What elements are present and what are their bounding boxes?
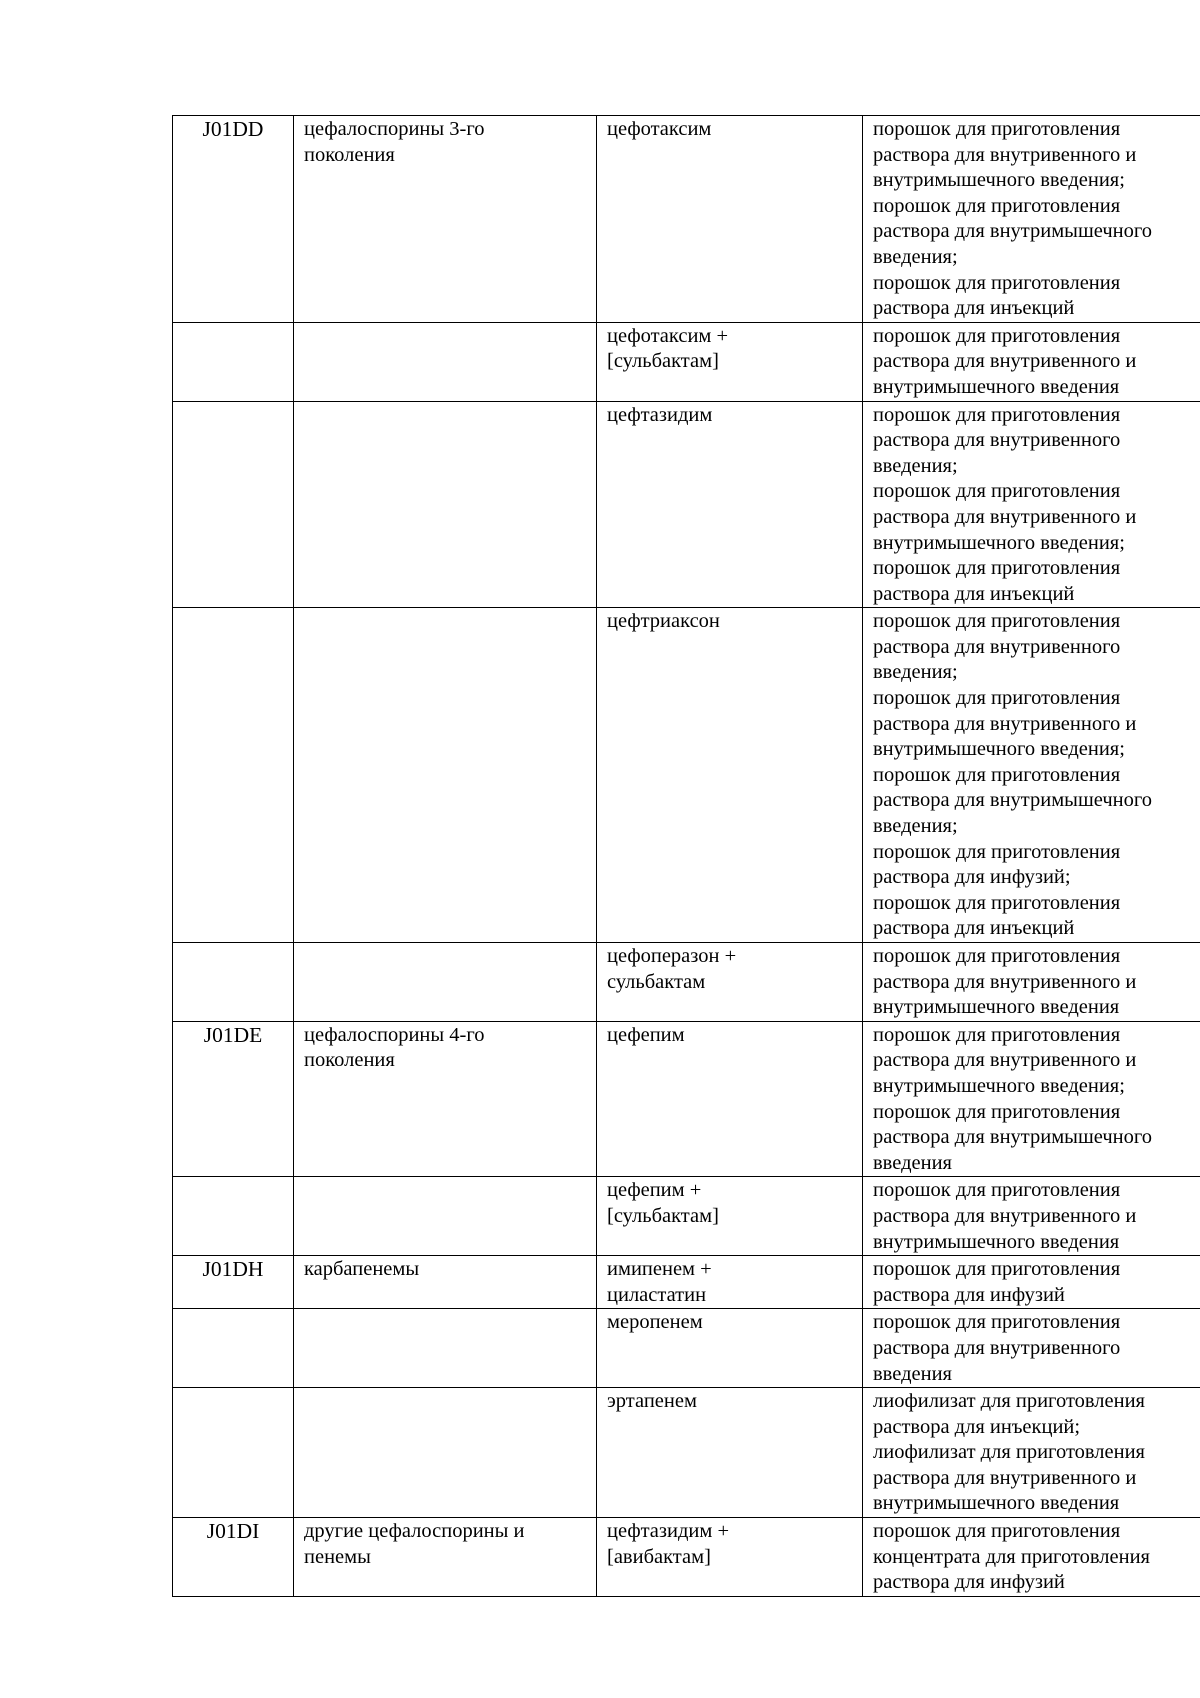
dosage-form-cell-line: раствора для внутривенного и	[873, 143, 1137, 166]
dosage-form-cell-line: раствора для инъекций;	[873, 1415, 1081, 1438]
dosage-form-cell	[863, 401, 1200, 608]
table-row	[173, 1021, 1200, 1177]
drug-name-cell-line: сульбактам	[607, 970, 706, 993]
dosage-form-cell	[863, 943, 1200, 1022]
dosage-form-cell-line: раствора для инфузий	[873, 1283, 1065, 1306]
dosage-form-cell	[863, 1388, 1200, 1518]
dosage-form-cell-line: раствора для внутримышечного	[873, 220, 1153, 243]
dosage-form-cell-line: концентрата для приготовления	[873, 1545, 1150, 1568]
drug-name-cell-line: цефтриаксон	[607, 610, 720, 633]
drug-name-cell	[597, 116, 863, 323]
table-row	[173, 401, 1200, 608]
drug-group-cell-line: пенемы	[304, 1545, 371, 1568]
drug-classification-table	[172, 115, 1200, 1597]
dosage-form-cell-line: раствора для внутривенного и	[873, 350, 1137, 373]
dosage-form-cell-line: введения	[873, 1151, 952, 1174]
drug-group-cell	[294, 1256, 597, 1309]
dosage-form-cell-line: раствора для внутримышечного	[873, 789, 1153, 812]
drug-name-cell-line: цефотаксим	[607, 118, 712, 140]
drug-name-cell-line: цефтазидим	[607, 403, 713, 426]
drug-name-cell	[597, 1388, 863, 1518]
table-body	[173, 116, 1200, 1597]
dosage-form-cell-line: внутримышечного введения;	[873, 738, 1125, 761]
drug-name-cell	[597, 608, 863, 943]
dosage-form-cell-line: раствора для внутривенного и	[873, 1204, 1137, 1227]
dosage-form-cell-line: порошок для приготовления	[873, 324, 1121, 347]
dosage-form-cell-line: порошок для приготовления	[873, 403, 1121, 426]
drug-group-cell-line: поколения	[304, 1049, 395, 1072]
dosage-form-cell-line: внутримышечного введения;	[873, 169, 1125, 192]
drug-group-cell	[294, 1177, 597, 1256]
drug-group-cell	[294, 116, 597, 323]
dosage-form-cell-line: порошок для приготовления	[873, 1520, 1121, 1543]
drug-name-cell-line: цефтазидим +	[607, 1520, 730, 1543]
dosage-form-cell-line: раствора для внутривенного	[873, 635, 1121, 658]
dosage-form-cell-line: раствора для инъекций	[873, 297, 1075, 320]
drug-group-cell	[294, 608, 597, 943]
table-row	[173, 1256, 1200, 1309]
table-row	[173, 608, 1200, 943]
drug-name-cell-line: цефотаксим +	[607, 324, 729, 347]
table-row	[173, 1518, 1200, 1597]
drug-name-cell-line: циластатин	[607, 1283, 707, 1306]
drug-name-cell-line: цефепим	[607, 1023, 685, 1046]
dosage-form-cell-line: порошок для приготовления	[873, 1100, 1121, 1123]
atc-code-cell	[173, 1177, 294, 1256]
drug-name-cell	[597, 1518, 863, 1597]
dosage-form-cell	[863, 1021, 1200, 1177]
dosage-form-cell-line: порошок для приготовления	[873, 118, 1121, 140]
atc-code-cell: J01DD	[173, 116, 294, 323]
drug-name-cell-line: имипенем +	[607, 1258, 712, 1281]
drug-name-cell	[597, 1309, 863, 1388]
dosage-form-cell-line: внутримышечного введения;	[873, 1074, 1125, 1097]
drug-name-cell-line: эртапенем	[607, 1390, 697, 1413]
table-row	[173, 116, 1200, 323]
dosage-form-cell-line: раствора для внутримышечного	[873, 1126, 1153, 1149]
drug-group-cell-line: карбапенемы	[304, 1258, 420, 1281]
drug-group-cell-line: цефалоспорины 4-го	[304, 1023, 485, 1046]
drug-name-cell	[597, 1256, 863, 1309]
drug-name-cell-line: [авибактам]	[607, 1545, 711, 1568]
table-row	[173, 322, 1200, 401]
drug-name-cell	[597, 401, 863, 608]
dosage-form-cell-line: раствора для внутривенного и	[873, 712, 1137, 735]
dosage-form-cell	[863, 322, 1200, 401]
drug-group-cell	[294, 1021, 597, 1177]
dosage-form-cell	[863, 608, 1200, 943]
atc-code-cell	[173, 322, 294, 401]
dosage-form-cell-line: порошок для приготовления	[873, 610, 1121, 633]
drug-name-cell	[597, 1021, 863, 1177]
dosage-form-cell-line: введения;	[873, 661, 958, 684]
dosage-form-cell-line: лиофилизат для приготовления	[873, 1390, 1145, 1413]
drug-group-cell	[294, 322, 597, 401]
drug-name-cell-line: [сульбактам]	[607, 1204, 719, 1227]
atc-code-cell: J01DH	[173, 1256, 294, 1309]
drug-group-cell-line: цефалоспорины 3-го	[304, 118, 485, 140]
dosage-form-cell	[863, 1256, 1200, 1309]
table-row	[173, 1388, 1200, 1518]
drug-name-cell-line: меропенем	[607, 1311, 703, 1334]
dosage-form-cell-line: раствора для инфузий;	[873, 866, 1071, 889]
drug-name-cell	[597, 943, 863, 1022]
atc-code-cell	[173, 943, 294, 1022]
dosage-form-cell-line: раствора для внутривенного и	[873, 505, 1137, 528]
dosage-form-cell-line: порошок для приготовления	[873, 945, 1121, 967]
dosage-form-cell-line: введения;	[873, 815, 958, 838]
table-row	[173, 1309, 1200, 1388]
dosage-form-cell-line: внутримышечного введения;	[873, 531, 1125, 554]
dosage-form-cell	[863, 1177, 1200, 1256]
table-row	[173, 1177, 1200, 1256]
dosage-form-cell-line: порошок для приготовления	[873, 480, 1121, 503]
dosage-form-cell-line: введения	[873, 1362, 952, 1385]
dosage-form-cell-line: раствора для внутривенного	[873, 1336, 1121, 1359]
drug-group-cell	[294, 1309, 597, 1388]
drug-group-cell-line: другие цефалоспорины и	[304, 1520, 525, 1543]
drug-group-cell-line: поколения	[304, 143, 395, 166]
dosage-form-cell	[863, 1309, 1200, 1388]
dosage-form-cell-line: раствора для внутривенного и	[873, 970, 1137, 993]
dosage-form-cell	[863, 1518, 1200, 1597]
dosage-form-cell-line: порошок для приготовления	[873, 1179, 1121, 1202]
atc-code-cell	[173, 1388, 294, 1518]
drug-group-cell	[294, 1518, 597, 1597]
dosage-form-cell-line: раствора для внутривенного	[873, 429, 1121, 452]
drug-group-cell	[294, 401, 597, 608]
atc-code-cell	[173, 1309, 294, 1388]
drug-name-cell-line: [сульбактам]	[607, 350, 719, 373]
atc-code-cell	[173, 401, 294, 608]
dosage-form-cell-line: порошок для приготовления	[873, 840, 1121, 863]
dosage-form-cell	[863, 116, 1200, 323]
dosage-form-cell-line: внутримышечного введения	[873, 375, 1120, 398]
drug-group-cell	[294, 943, 597, 1022]
dosage-form-cell-line: порошок для приготовления	[873, 271, 1121, 294]
dosage-form-cell-line: порошок для приготовления	[873, 763, 1121, 786]
dosage-form-cell-line: порошок для приготовления	[873, 1311, 1121, 1334]
dosage-form-cell-line: введения;	[873, 454, 958, 477]
table-row	[173, 943, 1200, 1022]
dosage-form-cell-line: внутримышечного введения	[873, 1492, 1120, 1515]
atc-code-cell: J01DE	[173, 1021, 294, 1177]
dosage-form-cell-line: раствора для инфузий	[873, 1571, 1065, 1594]
drug-name-cell-line: цефоперазон +	[607, 945, 737, 967]
dosage-form-cell-line: внутримышечного введения	[873, 1230, 1120, 1253]
drug-group-cell	[294, 1388, 597, 1518]
drug-name-cell	[597, 322, 863, 401]
dosage-form-cell-line: внутримышечного введения	[873, 996, 1120, 1019]
dosage-form-cell-line: введения;	[873, 245, 958, 268]
drug-name-cell	[597, 1177, 863, 1256]
dosage-form-cell-line: раствора для внутривенного и	[873, 1049, 1137, 1072]
dosage-form-cell-line: порошок для приготовления	[873, 1258, 1121, 1281]
dosage-form-cell-line: порошок для приготовления	[873, 557, 1121, 580]
dosage-form-cell-line: порошок для приготовления	[873, 1023, 1121, 1046]
dosage-form-cell-line: порошок для приготовления	[873, 891, 1121, 914]
dosage-form-cell-line: порошок для приготовления	[873, 194, 1121, 217]
dosage-form-cell-line: раствора для инъекций	[873, 917, 1075, 940]
atc-code-cell	[173, 608, 294, 943]
dosage-form-cell-line: раствора для инъекций	[873, 582, 1075, 605]
dosage-form-cell-line: раствора для внутривенного и	[873, 1466, 1137, 1489]
drug-name-cell-line: цефепим +	[607, 1179, 702, 1202]
dosage-form-cell-line: порошок для приготовления	[873, 687, 1121, 710]
atc-code-cell: J01DI	[173, 1518, 294, 1597]
dosage-form-cell-line: лиофилизат для приготовления	[873, 1441, 1145, 1464]
